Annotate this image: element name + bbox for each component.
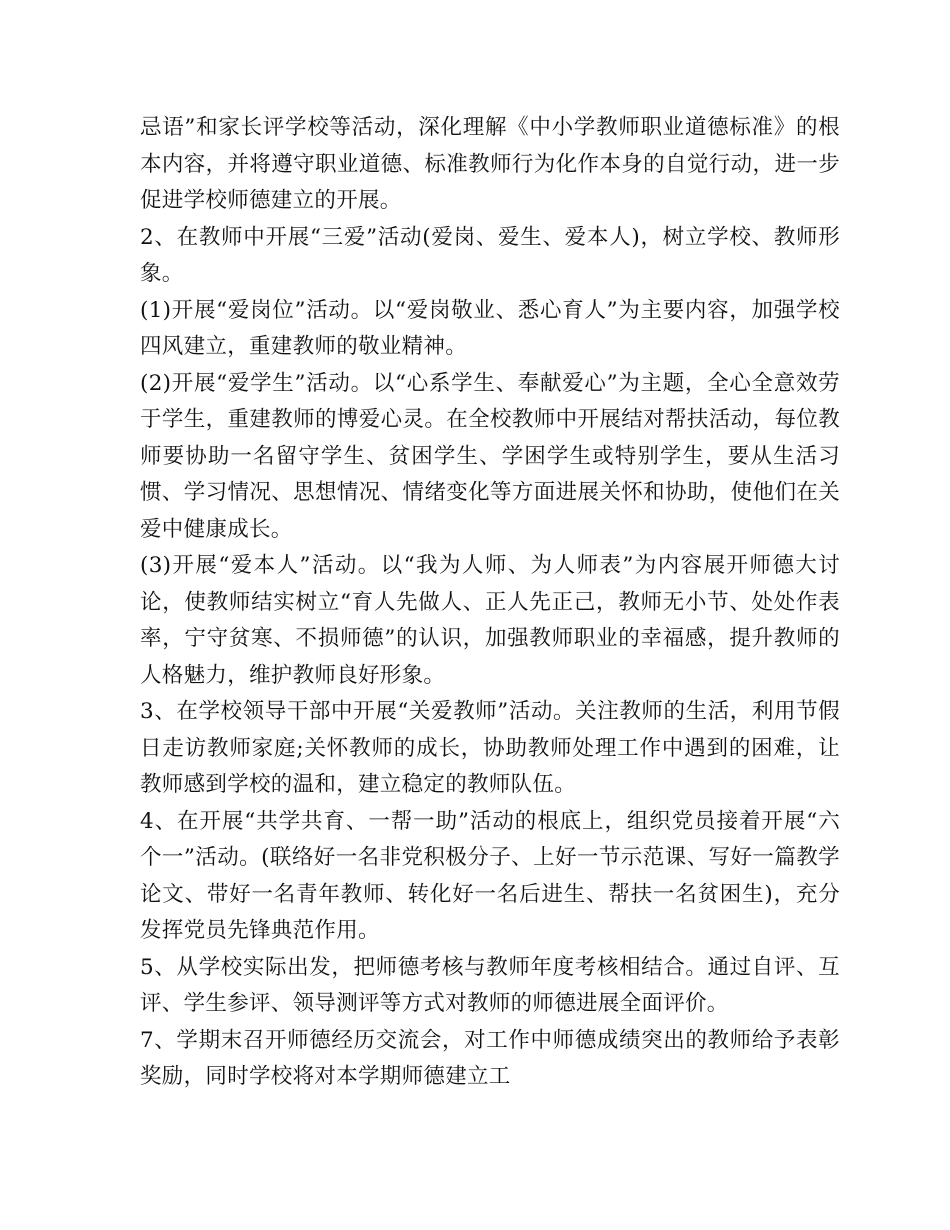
paragraph-item-3: 3、在学校领导干部中开展“关爱教师”活动。关注教师的生活，利用节假日走访教师家庭;关怀教师的成长，协助教师处理工作中遇到的困难，让教师感到学校的温和，建立稳定的教师队伍。 [140, 699, 840, 797]
paragraph-subitem-1: (1)开展“爱岗位”活动。以“爱岗敬业、悉心育人”为主要内容，加强学校四风建立，重建教师的敬业精神。 [140, 297, 840, 359]
paragraph-item-4: 4、在开展“共学共育、一帮一助”活动的根底上，组织党员接着开展“六个一”活动。(联络好一名非党积极分子、上好一节示范课、写好一篇教学论文、带好一名青年教师、转化好一名后进生、帮扶一名贫困生)，充分发挥党员先锋典范作用。 [140, 808, 840, 943]
paragraph-item-7: 7、学期末召开师德经历交流会，对工作中师德成绩突出的教师给予表彰奖励，同时学校将对本学期师德建立工 [140, 1027, 840, 1089]
paragraph-continuation: 忌语”和家长评学校等活动，深化理解《中小学教师职业道德标准》的根本内容，并将遵守职业道德、标准教师行为化作本身的自觉行动，进一步促进学校师德建立的开展。 [140, 115, 840, 213]
paragraph-subitem-3: (3)开展“爱本人”活动。以“我为人师、为人师表”为内容展开师德大讨论，使教师结实树立“育人先做人、正人先正己，教师无小节、处处作表率，宁守贫寒、不损师德”的认识，加强教师职业的幸福感，提升教师的人格魅力，维护教师良好形象。 [140, 553, 840, 688]
paragraph-item-2: 2、在教师中开展“三爱”活动(爱岗、爱生、爱本人)，树立学校、教师形象。 [140, 224, 840, 286]
document-body [140, 110, 840, 1096]
paragraph-item-5: 5、从学校实际出发，把师德考核与教师年度考核相结合。通过自评、互评、学生参评、领导测评等方式对教师的师德进展全面评价。 [140, 954, 840, 1016]
paragraph-subitem-2: (2)开展“爱学生”活动。以“心系学生、奉献爱心”为主题，全心全意效劳于学生，重建教师的博爱心灵。在全校教师中开展结对帮扶活动，每位教师要协助一名留守学生、贫困学生、学困学生或特别学生，要从生活习惯、学习情况、思想情况、情绪变化等方面进展关怀和协助，使他们在关爱中健康成长。 [140, 370, 840, 542]
